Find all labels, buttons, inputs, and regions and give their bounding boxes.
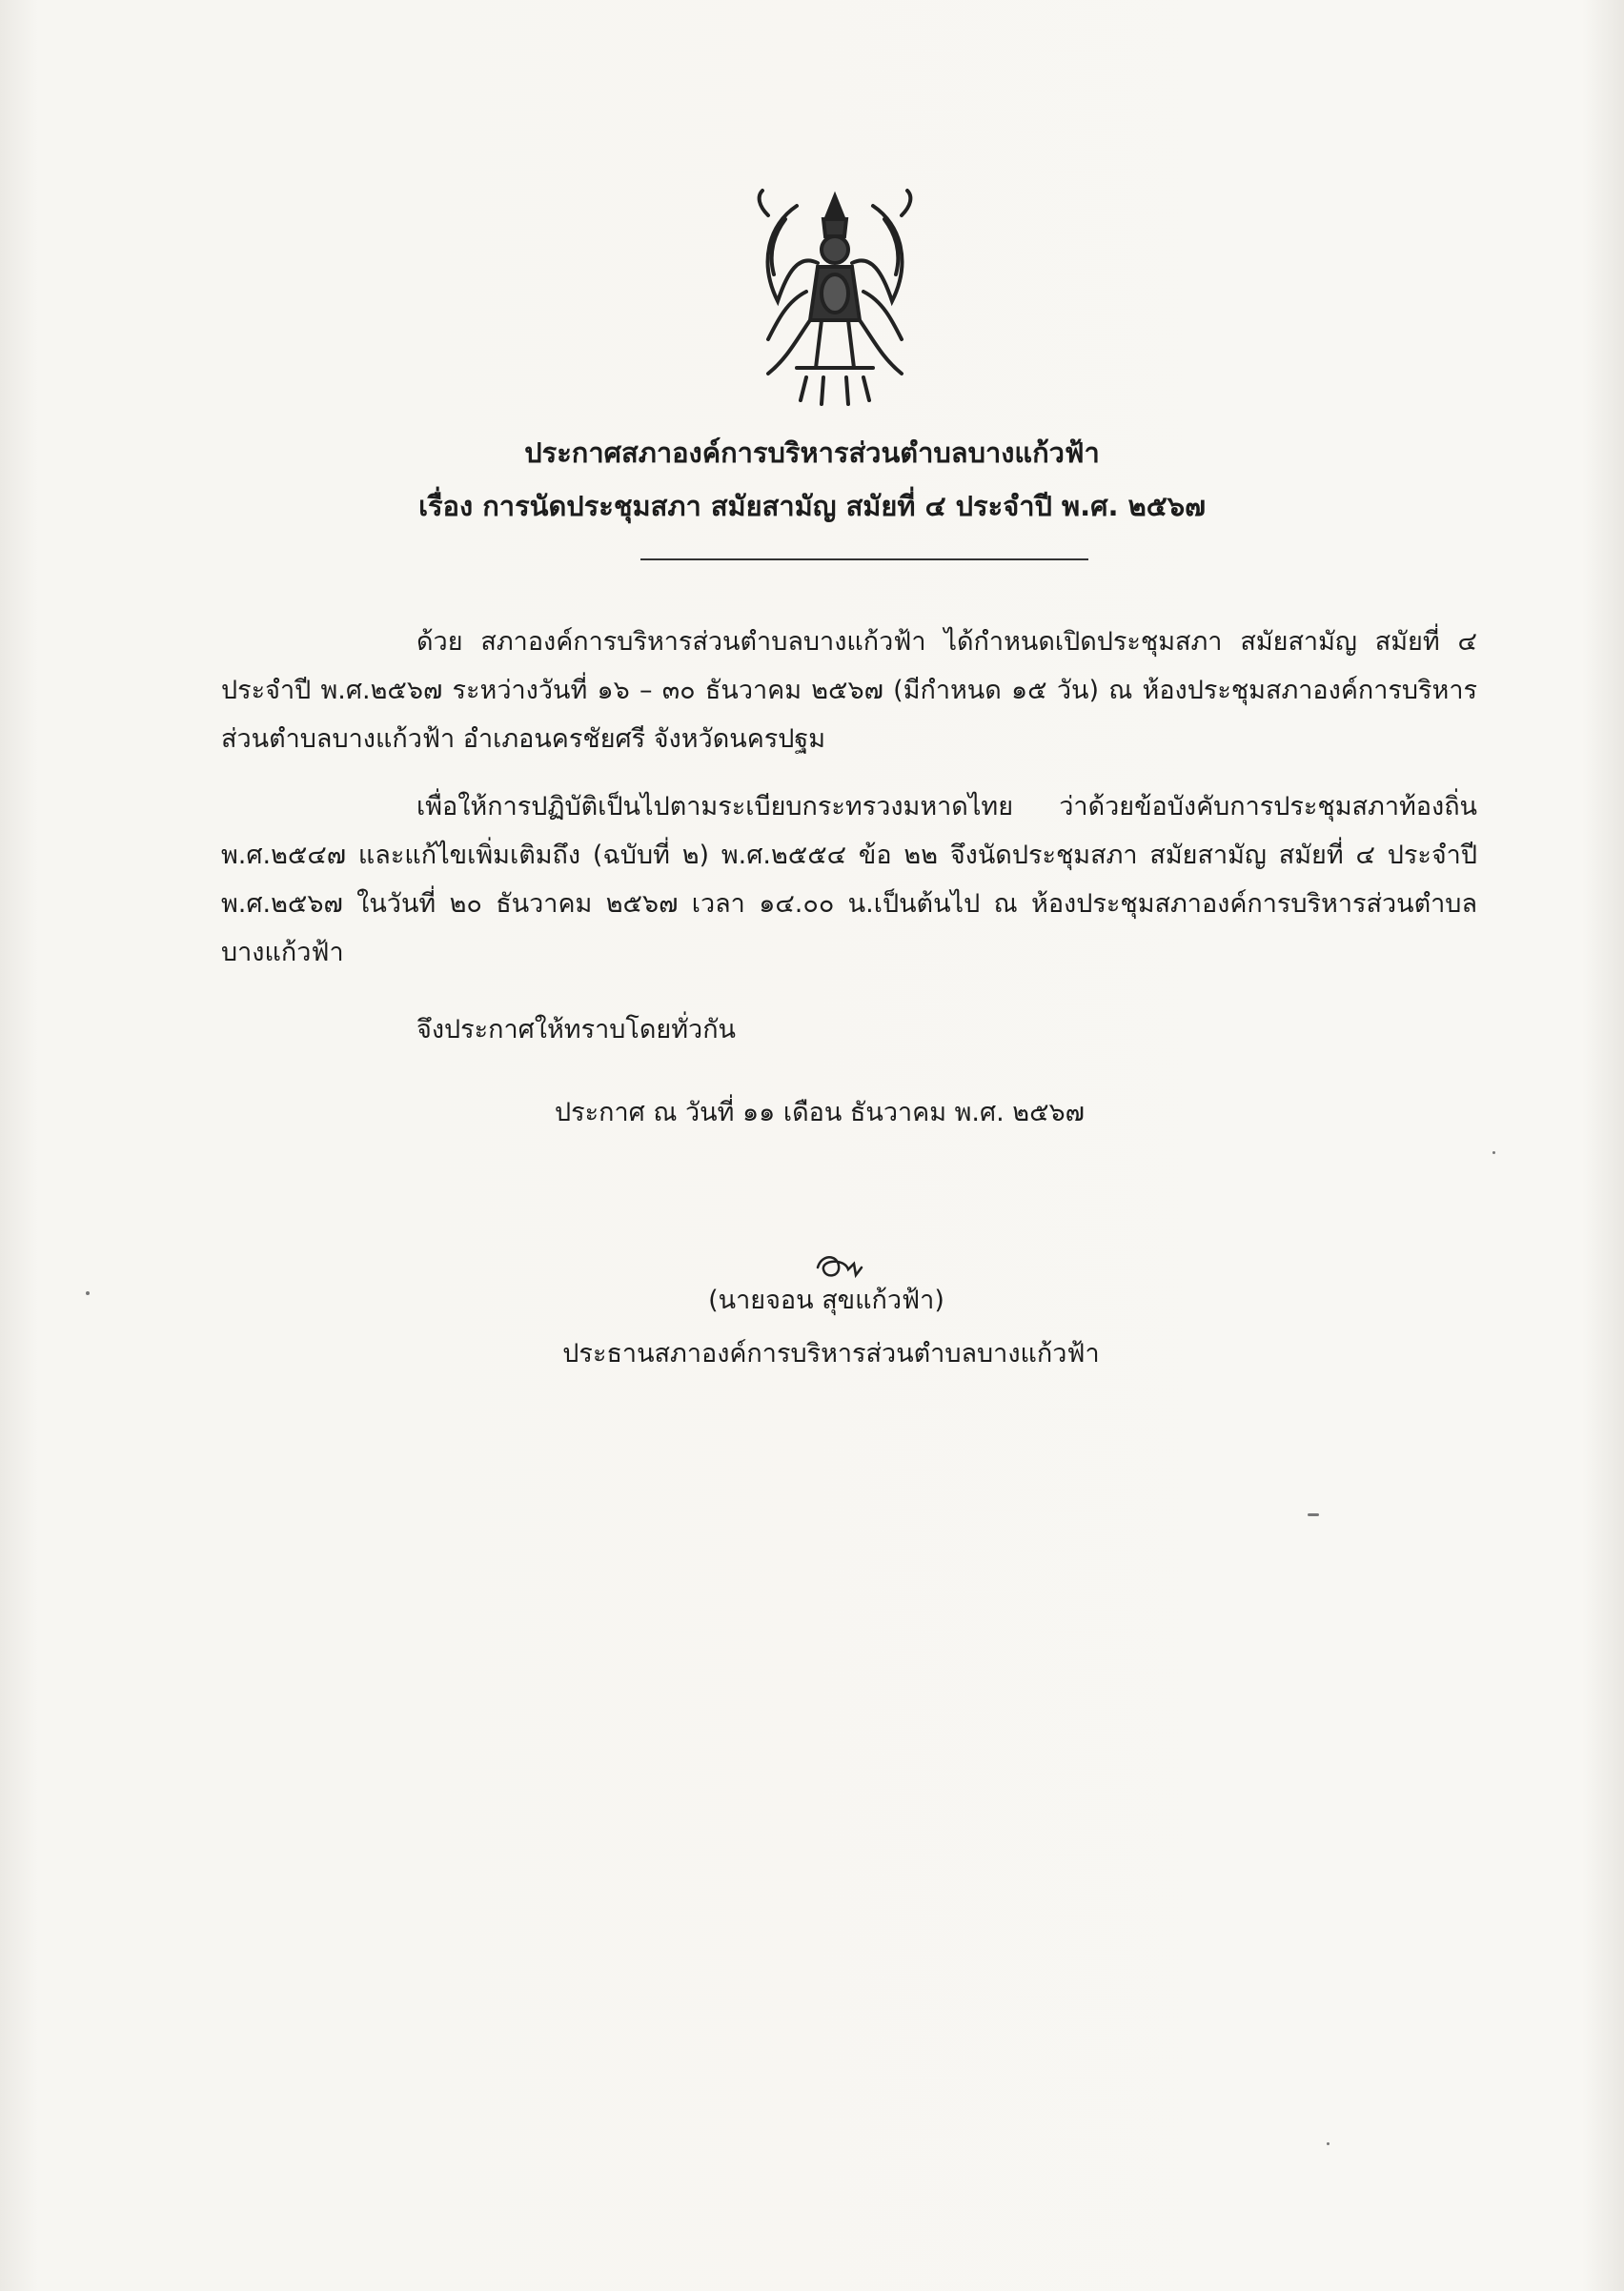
announcement-subject: เรื่อง การนัดประชุมสภา สมัยสามัญ สมัยที่ ๔ ประจำปี พ.ศ. ๒๕๖๗ <box>418 490 1206 522</box>
signatory-position: ประธานสภาองค์การบริหารส่วนตำบลบางแก้วฟ้า <box>562 1339 1100 1369</box>
announcement-title: ประกาศสภาองค์การบริหารส่วนตำบลบางแก้วฟ้า <box>524 436 1100 469</box>
paper-speck <box>1492 1151 1495 1154</box>
paper-speck <box>1327 2142 1330 2145</box>
paper-speck <box>86 1291 90 1295</box>
paragraph-2-text: เพื่อให้การปฏิบัติเป็นไปตามระเบียบกระทรวงมหาดไทย ว่าด้วยข้อบังคับการประชุมสภาท้องถิ่น พ.ศ.๒๕๔๗ และแก้ไขเพิ่มเติมถึง (ฉบับที่ ๒) พ.ศ.๒๕๕๔ ข้อ ๒๒ จึงนัดประชุมสภา สมัยสามัญ สมัยที่ ๔ ประจำปี พ.ศ.๒๕๖๗ ในวันที่ ๒๐ ธันวาคม ๒๕๖๗ เวลา ๑๔.๐๐ น.เป็นต้นไป ณ ห้องประชุมสภาองค์การบริหารส่วนตำบลบางแก้วฟ้า <box>221 792 1477 967</box>
title-divider <box>640 558 1088 560</box>
closing-line: จึงประกาศให้ทราบโดยทั่วกัน <box>416 1015 736 1044</box>
paragraph-1 <box>221 618 1477 763</box>
signatory-name: (นายจอน สุขแก้วฟ้า) <box>708 1286 944 1315</box>
date-line: ประกาศ ณ วันที่ ๑๑ เดือน ธันวาคม พ.ศ. ๒๕๖๗ <box>555 1098 1085 1127</box>
paper-speck <box>1308 1513 1319 1516</box>
paragraph-2 <box>221 782 1477 977</box>
paragraph-1-text: ด้วย สภาองค์การบริหารส่วนตำบลบางแก้วฟ้า ได้กำหนดเปิดประชุมสภา สมัยสามัญ สมัยที่ ๔ ประจำปี พ.ศ.๒๕๖๗ ระหว่างวันที่ ๑๖ – ๓๐ ธันวาคม ๒๕๖๗ (มีกำหนด ๑๕ วัน) ณ ห้องประชุมสภาองค์การบริหารส่วนตำบลบางแก้วฟ้า อำเภอนครชัยศรี จังหวัดนครปฐม <box>221 627 1477 754</box>
garuda-emblem-icon <box>740 187 930 416</box>
